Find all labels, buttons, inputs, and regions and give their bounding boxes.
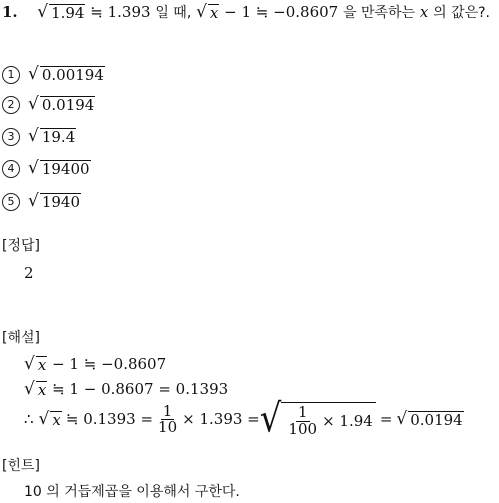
choice-radical: √ 1940 [28,191,81,211]
line1-text: − 1 ≒ −0.8607 [52,355,167,373]
choice-radical: √ 19.4 [28,126,76,146]
hint-text: 10 의 거듭제곱을 이용해서 구한다. [24,484,240,500]
choice-item[interactable] [2,193,81,211]
choice-item[interactable] [2,96,95,114]
fraction-1-100 [286,405,319,438]
line2-text: ≒ 1 − 0.8607 = 0.1393 [52,380,229,398]
text-ilttae: 일 때, [155,5,192,21]
sqrt-x: √ x [24,354,47,374]
sqrt-x: √ x [196,2,219,22]
equals-sign: = [379,410,393,429]
line3-c: × 1.94 [322,411,373,430]
choice-number-icon: 4 [2,160,20,178]
sqrt-x: √ x [38,409,61,430]
big-radical: √ $\frac{1}{100}$ × 1.94 [260,402,376,438]
choice-item[interactable] [2,66,105,84]
sqrt-x: √ x [24,379,47,399]
frac-numerator: 1 [162,401,173,420]
solution-label: [해설] [2,330,40,346]
choice-number-icon: 5 [2,193,20,211]
choice-number-icon: 3 [2,128,20,146]
choice-number-icon: 1 [2,66,20,84]
var-x: x [419,3,429,21]
choice-radicand: 19.4 [41,128,76,146]
choice-item[interactable] [2,128,76,146]
choice-item[interactable] [2,160,91,178]
sqrt-1-94: √ 1.94 [37,2,85,22]
question-number: 1. [2,3,18,21]
choice-radicand: 19400 [41,160,90,178]
condition: − 1 ≒ −0.8607 [224,3,339,21]
fraction-1-10 [156,401,179,437]
line3-a: ≒ 0.1393 = [65,410,154,429]
solution-line-3 [24,395,464,442]
choice-radicand: 0.00194 [41,66,104,84]
text-manjok: 을 만족하는 [342,5,416,21]
choice-radical: √ 19400 [28,158,90,178]
approx-value: ≒ 1.393 [90,3,151,21]
choice-radicand: 1940 [41,193,81,211]
answer-label: [정답] [2,238,40,254]
frac-denominator: 100 [288,419,318,438]
line3-b: × 1.393 = [182,410,260,429]
solution-line-1 [24,356,166,373]
question-line [2,4,490,21]
choice-number-icon: 2 [2,96,20,114]
text-ui: 의 값은?. [433,5,490,21]
choice-radical: √ 0.0194 [28,94,95,114]
sqrt-final: √ 0.0194 [396,409,463,430]
answer-value: 2 [24,264,34,282]
hint-label: [힌트] [2,458,40,474]
solution-line-2 [24,381,228,398]
frac-denominator: 10 [158,418,178,437]
frac-numerator: 1 [297,403,308,421]
therefore-symbol: ∴ [24,410,34,429]
choice-radical: √ 0.00194 [28,64,104,84]
choice-radicand: 0.0194 [41,96,95,114]
